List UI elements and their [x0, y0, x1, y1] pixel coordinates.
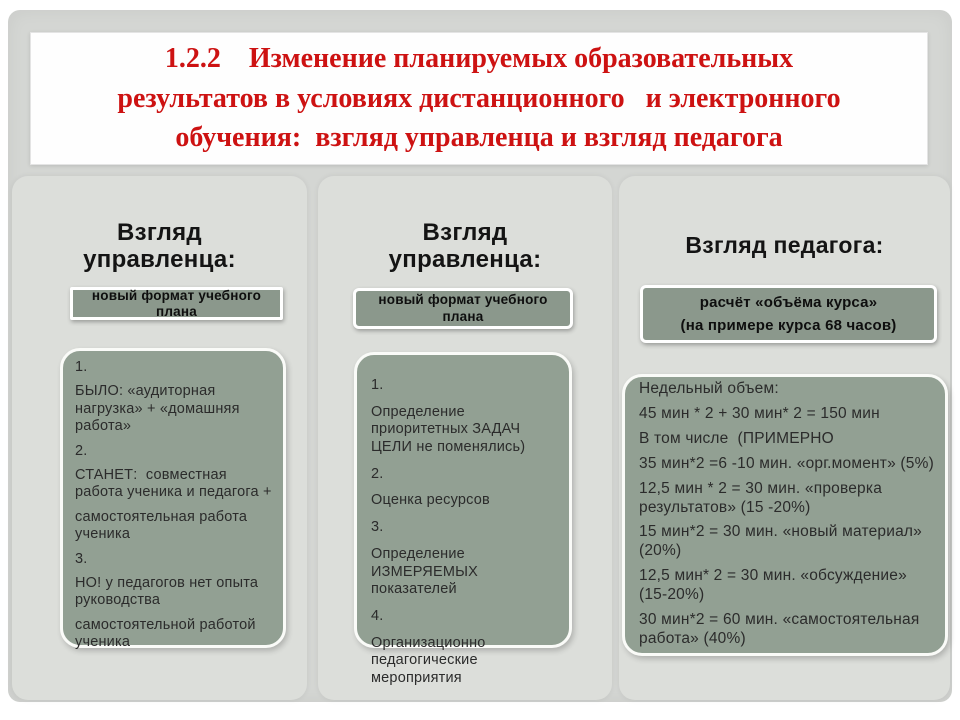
subheader-box: [640, 285, 937, 343]
content-item: 12,5 мин* 2 = 30 мин. «обсуждение» (15-20%): [639, 567, 912, 604]
content-box: [60, 348, 286, 651]
slide-title-line: обучения: взгляд управленца и взгляд педагога: [175, 122, 783, 154]
content-item: Определение ИЗМЕРЯЕМЫХ показателей: [371, 545, 483, 598]
content-item: 35 мин*2 =6 -10 мин. «орг.момент» (5%): [639, 454, 934, 472]
column-heading: Взгляд управленца:: [388, 219, 542, 273]
subheader-label: новый формат учебного плана: [378, 292, 552, 324]
content-item: 1.: [75, 359, 88, 375]
subheader-box: [353, 288, 573, 329]
content-item: 45 мин * 2 + 30 мин* 2 = 150 мин: [639, 404, 880, 422]
content-item: Организационно педагогические мероприятия: [371, 634, 490, 686]
content-item: 15 мин*2 = 30 мин. «новый материал» (20%): [639, 523, 927, 560]
column-heading: Взгляд педагога:: [685, 232, 884, 258]
content-item: В том числе (ПРИМЕРНО: [639, 429, 834, 447]
content-item: 3.: [75, 550, 88, 567]
column-heading: Взгляд управленца:: [83, 219, 236, 273]
content-item: 30 мин*2 = 60 мин. «самостоятельная работа» (40%): [639, 611, 924, 647]
content-item: Определение приоритетных ЗАДАЧ ЦЕЛИ не поменялись): [371, 403, 526, 456]
column-panel-manager-1: [12, 176, 307, 700]
content-item: БЫЛО: «аудиторная нагрузка» + «домашняя работа»: [75, 383, 244, 435]
content-item: самостоятельной работой ученика: [75, 616, 260, 651]
subheader-label-2: (на примере курса 68 часов): [680, 317, 897, 334]
content-item: 2.: [371, 465, 384, 482]
content-item: 1.: [371, 377, 384, 393]
column-panel-pedagogue: [619, 176, 950, 700]
content-item: 3.: [371, 519, 384, 536]
content-item: Оценка ресурсов: [371, 492, 490, 509]
subheader-label: новый формат учебного плана: [91, 287, 266, 319]
slide-title: [30, 32, 928, 165]
content-item: 12,5 мин * 2 = 30 мин. «проверка результатов» (15 -20%): [639, 479, 887, 516]
content-box: [622, 374, 948, 656]
slide-title-line: 1.2.2 Изменение планируемых образовательных: [164, 42, 794, 74]
content-item: Недельный объем:: [639, 380, 779, 397]
content-box: [354, 352, 572, 686]
content-item: НО! у педагогов нет опыта руководства: [75, 574, 263, 609]
content-item: СТАНЕТ: совместная работа ученика и педагога +: [75, 466, 272, 501]
column-panel-manager-2: [318, 176, 612, 700]
content-item: 4.: [371, 607, 384, 624]
slide-title-line: результатов в условиях дистанционного и электронного: [117, 82, 841, 114]
subheader-label: расчёт «объёма курса»: [699, 293, 878, 311]
subheader-box: [70, 287, 283, 320]
content-item: 2.: [75, 442, 88, 459]
content-item: самостоятельная работа ученика: [75, 508, 252, 543]
